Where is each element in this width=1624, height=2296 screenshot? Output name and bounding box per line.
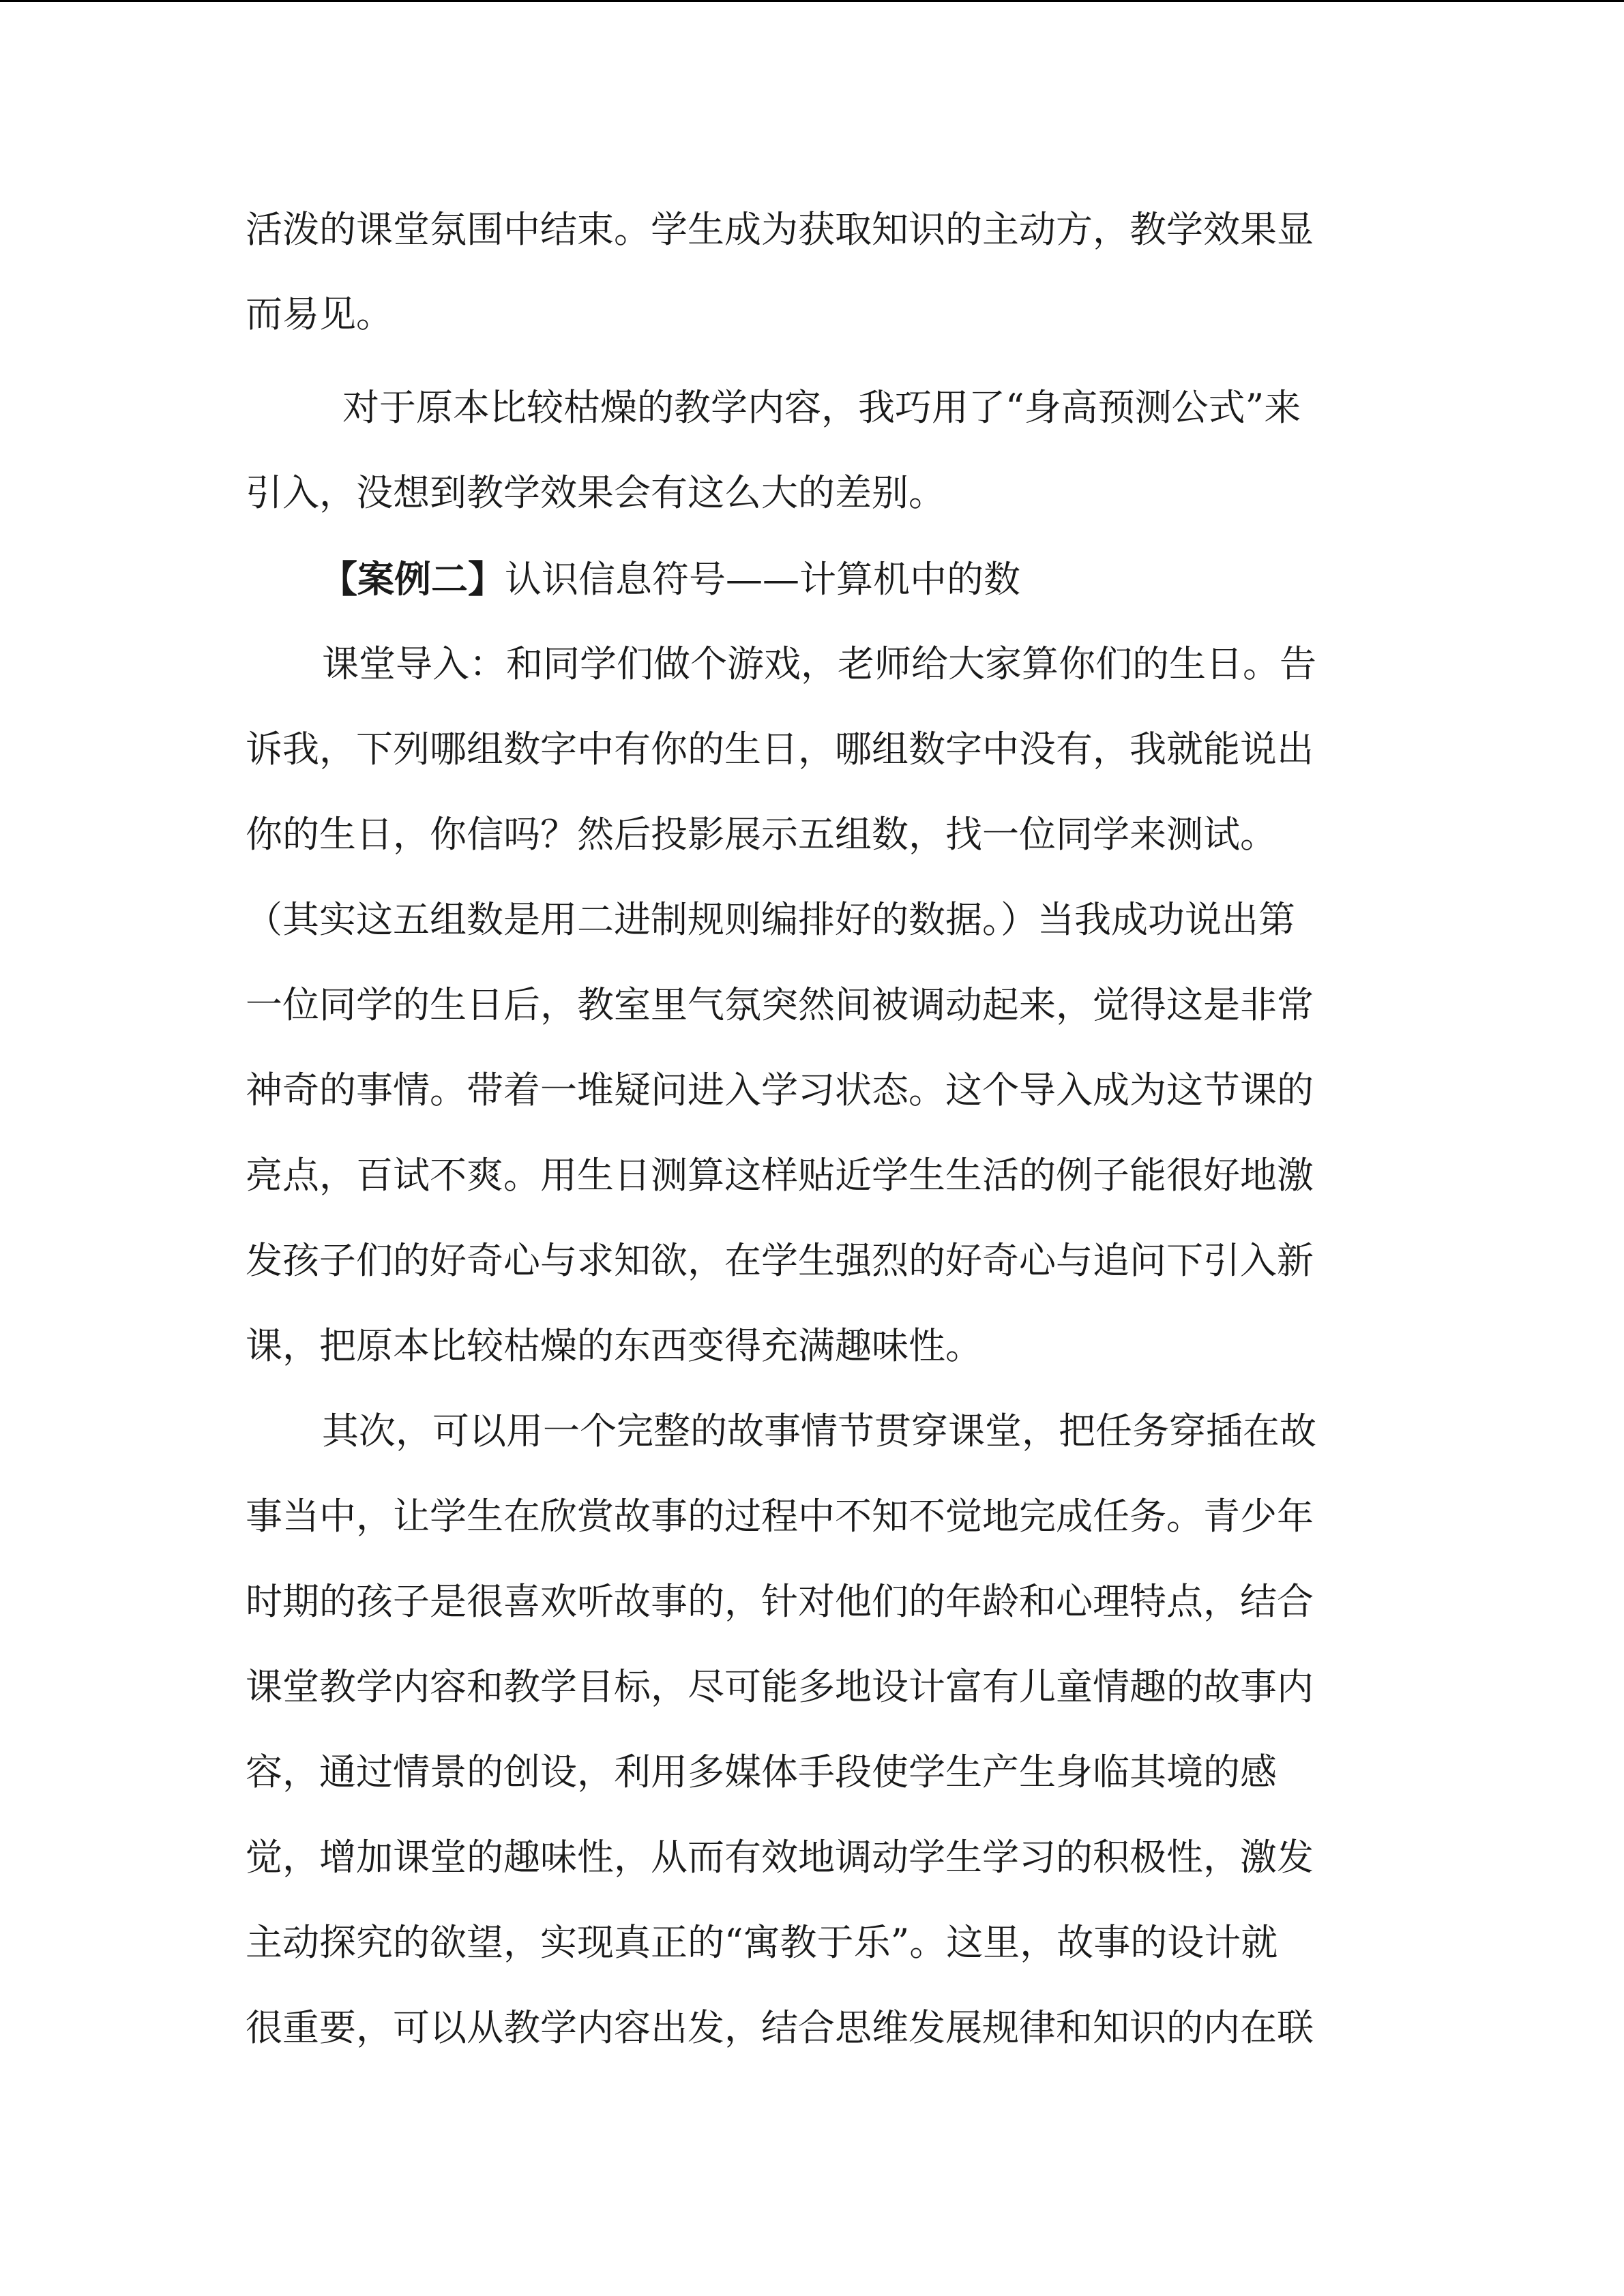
paragraph-line: 亮点，百试不爽。用生日测算这样贴近学生生活的例子能很好地激 <box>246 1154 1314 1197</box>
paragraph-line: 你的生日，你信吗？然后投影展示五组数，找一位同学来测试。 <box>246 813 1277 856</box>
paragraph-line: 课堂导入：和同学们做个游戏，老师给大家算你们的生日。告 <box>322 642 1316 685</box>
paragraph-line: 其次，可以用一个完整的故事情节贯穿课堂，把任务穿插在故 <box>322 1410 1316 1452</box>
paragraph-line: 很重要，可以从教学内容出发，结合思维发展规律和知识的内在联 <box>246 2006 1314 2049</box>
paragraph-line: 时期的孩子是很喜欢听故事的，针对他们的年龄和心理特点，结合 <box>246 1580 1314 1623</box>
paragraph-line: 神奇的事情。带着一堆疑问进入学习状态。这个导入成为这节课的 <box>246 1069 1314 1112</box>
case-heading-label: 【案例二】 <box>321 557 505 601</box>
paragraph-line: 诉我，下列哪组数字中有你的生日，哪组数字中没有，我就能说出 <box>246 728 1314 771</box>
top-border <box>0 0 1624 2</box>
case-heading <box>321 555 1020 603</box>
paragraph-line: 主动探究的欲望，实现真正的“寓教于乐”。这里，故事的设计就 <box>246 1921 1278 1964</box>
paragraph-line: 课，把原本比较枯燥的东西变得充满趣味性。 <box>246 1324 982 1367</box>
paragraph-line: （其实这五组数是用二进制规则编排好的数据。）当我成功说出第 <box>246 898 1295 941</box>
case-heading-title: 认识信息符号——计算机中的数 <box>505 558 1020 601</box>
paragraph-line: 而易见。 <box>246 293 393 336</box>
paragraph-line: 活泼的课堂氛围中结束。学生成为获取知识的主动方，教学效果显 <box>246 208 1314 251</box>
paragraph-line: 引入，没想到教学效果会有这么大的差别。 <box>246 471 945 514</box>
paragraph-line: 容，通过情景的创设，利用多媒体手段使学生产生身临其境的感 <box>246 1750 1277 1793</box>
paragraph-line: 发孩子们的好奇心与求知欲，在学生强烈的好奇心与追问下引入新 <box>246 1239 1314 1282</box>
paragraph-line: 觉，增加课堂的趣味性，从而有效地调动学生学习的积极性，激发 <box>246 1836 1314 1879</box>
paragraph-line: 一位同学的生日后，教室里气氛突然间被调动起来，觉得这是非常 <box>246 983 1314 1026</box>
paragraph-line: 事当中，让学生在欣赏故事的过程中不知不觉地完成任务。青少年 <box>246 1495 1314 1538</box>
paragraph-line: 对于原本比较枯燥的教学内容，我巧用了“身高预测公式”来 <box>342 386 1301 429</box>
paragraph-line: 课堂教学内容和教学目标，尽可能多地设计富有儿童情趣的故事内 <box>246 1665 1314 1708</box>
